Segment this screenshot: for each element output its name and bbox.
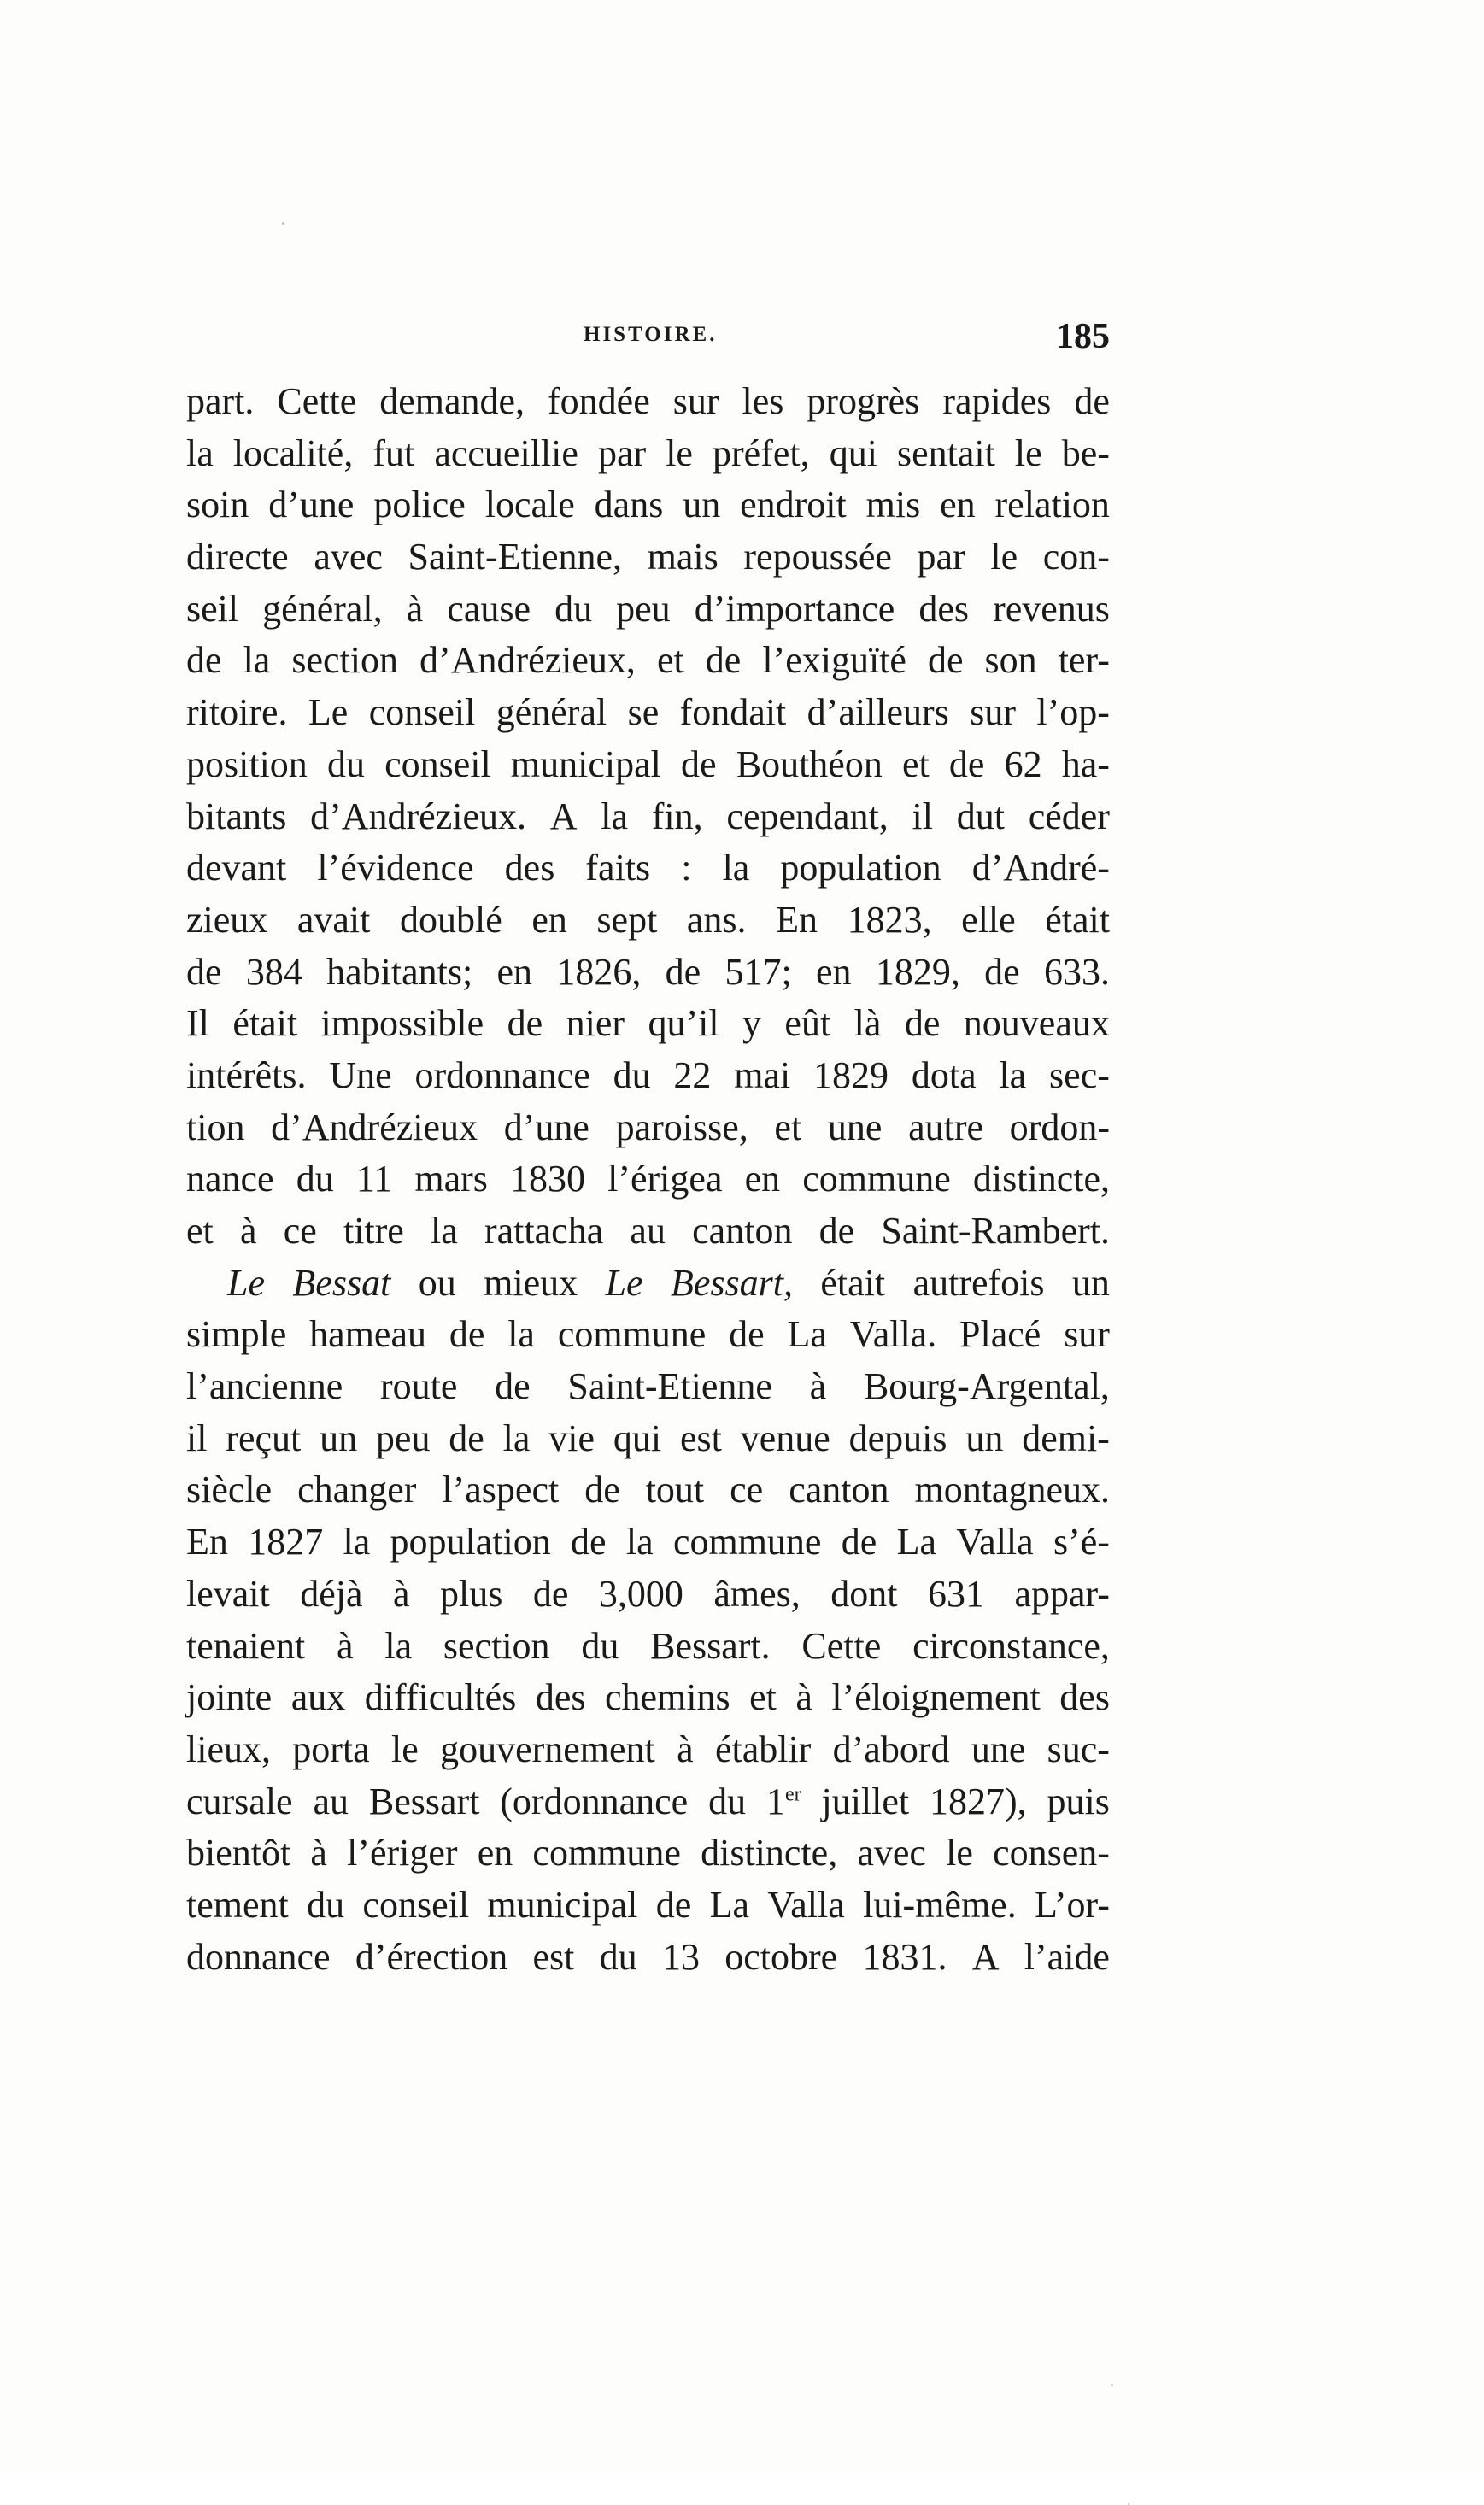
body-text <box>186 376 1110 1983</box>
text-line: Il était impossible de nier qu’il y eût là de nouveaux <box>186 1002 1110 1045</box>
text-line: bitants d’Andrézieux. A la fin, cependant, il dut céder <box>186 795 1110 837</box>
text-line: zieux avait doublé en sept ans. En 1823, elle était <box>186 898 1110 941</box>
text-line: nance du 11 mars 1830 l’érigea en commune distincte, <box>186 1158 1110 1200</box>
text-line: il reçut un peu de la vie qui est venue depuis un demi- <box>186 1417 1110 1459</box>
text-line: tement du conseil municipal de La Valla lui-même. L’or- <box>186 1883 1110 1926</box>
text-line: simple hameau de la commune de La Valla. Placé sur <box>186 1313 1110 1356</box>
text-line: l’ancienne route de Saint-Etienne à Bourg-Argental, <box>186 1365 1110 1408</box>
text-line: tion d’Andrézieux d’une paroisse, et une autre ordon- <box>186 1106 1110 1148</box>
text-line: directe avec Saint-Etienne, mais repoussée par le con- <box>186 536 1110 578</box>
text-line: En 1827 la population de la commune de La Valla s’é- <box>186 1521 1110 1563</box>
text-line: siècle changer l’aspect de tout ce canton montagneux. <box>186 1469 1110 1511</box>
text-line: devant l’évidence des faits : la population d’André- <box>186 847 1110 889</box>
text-line: bientôt à l’ériger en commune distincte, avec le consen- <box>186 1832 1110 1874</box>
text-line: seil général, à cause du peu d’importance des revenus <box>186 587 1110 630</box>
page-header <box>186 316 1110 361</box>
text-line: levait déjà à plus de 3,000 âmes, dont 631 appar- <box>186 1572 1110 1615</box>
paper-speck <box>1111 2384 1113 2386</box>
text-line: donnance d’érection est du 13 octobre 1831. A l’aide <box>186 1935 1110 1978</box>
text-line: cursale au Bessart (ordonnance du 1er juillet 1827), puis <box>186 1780 1110 1822</box>
text-line: Le Bessat ou mieux Le Bessart, était autrefois un <box>227 1261 1110 1304</box>
text-line: de 384 habitants; en 1826, de 517; en 1829, de 633. <box>186 950 1110 993</box>
text-line: de la section d’Andrézieux, et de l’exiguïté de son ter- <box>186 639 1110 682</box>
text-line: soin d’une police locale dans un endroit mis en relation <box>186 484 1110 526</box>
text-line: position du conseil municipal de Bouthéon et de 62 ha- <box>186 742 1110 785</box>
running-head: HISTOIRE. <box>584 323 718 346</box>
text-line: tenaient à la section du Bessart. Cette circonstance, <box>186 1624 1110 1667</box>
text-line: part. Cette demande, fondée sur les progrès rapides de <box>186 380 1110 422</box>
text-line: lieux, porta le gouvernement à établir d’abord une suc- <box>186 1728 1110 1770</box>
text-line: ritoire. Le conseil général se fondait d’ailleurs sur l’op- <box>186 691 1110 734</box>
text-line: intérêts. Une ordonnance du 22 mai 1829 dota la sec- <box>186 1053 1110 1096</box>
text-line: et à ce titre la rattacha au canton de Saint-Rambert. <box>186 1210 1110 1252</box>
text-line: jointe aux difficultés des chemins et à l’éloignement des <box>186 1676 1110 1719</box>
text-line: la localité, fut accueillie par le préfet, qui sentait le be- <box>186 431 1110 474</box>
page-number: 185 <box>1056 317 1110 356</box>
paper-speck <box>282 222 284 225</box>
